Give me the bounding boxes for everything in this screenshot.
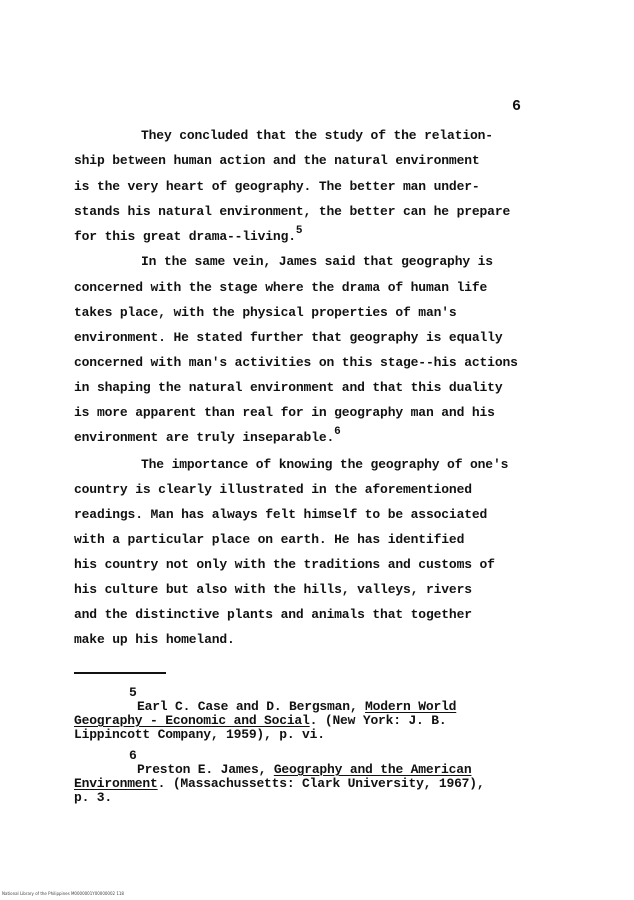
footnote-title: Modern World (365, 699, 457, 714)
body-line: is the very heart of geography. The better man under- (74, 179, 480, 194)
body-line: stands his natural environment, the better can he prepare (74, 204, 511, 219)
scan-label: National Library of the Philippines M0000001Y00000002 118 (2, 891, 124, 896)
footnote-line (74, 713, 446, 728)
footnote-text: Preston E. James, (137, 762, 274, 777)
body-line: takes place, with the physical properties of man's (74, 305, 457, 320)
footnote-line: Lippincott Company, 1959), p. vi. (74, 727, 325, 742)
footnote-ref: 5 (295, 225, 303, 237)
footnote-title: Geography and the American (273, 762, 472, 777)
body-line-with-ref (74, 225, 303, 244)
body-line: readings. Man has always felt himself to be associated (74, 507, 488, 522)
body-line: his culture but also with the hills, valleys, rivers (74, 582, 472, 597)
body-text: for this great drama--living. (74, 229, 296, 244)
body-line: is more apparent than real for in geography man and his (74, 405, 495, 420)
footnote-ref: 6 (334, 426, 341, 438)
page-number: 6 (512, 98, 522, 115)
body-line: in shaping the natural environment and that this duality (74, 380, 503, 395)
body-text: environment are truly inseparable. (74, 430, 335, 445)
body-line: and the distinctive plants and animals that together (74, 607, 472, 622)
body-line: with a particular place on earth. He has identified (74, 532, 465, 547)
footnote-number: 5 (129, 685, 137, 700)
footnote-text: . (Massachussetts: Clark University, 1967), (157, 776, 485, 791)
footnote-title: Environment (74, 776, 158, 791)
body-line: They concluded that the study of the relation- (141, 128, 493, 143)
body-line: country is clearly illustrated in the aforementioned (74, 482, 472, 497)
footnote-line (74, 776, 484, 791)
footnote-number: 6 (129, 748, 137, 763)
body-line: concerned with man's activities on this stage--his actions (74, 355, 518, 370)
footnote-text: Earl C. Case and D. Bergsman, (137, 699, 366, 714)
footnote-title: Geography - Economic and Social (74, 713, 310, 728)
body-line: environment. He stated further that geography is equally (74, 330, 503, 345)
footnote-text: . (New York: J. B. (309, 713, 447, 728)
body-line: make up his homeland. (74, 632, 235, 647)
footnote-line: p. 3. (74, 790, 113, 805)
body-line: concerned with the stage where the drama of human life (74, 280, 488, 295)
body-line: ship between human action and the natural environment (74, 153, 480, 168)
body-line-with-ref (74, 426, 341, 445)
body-line: The importance of knowing the geography of one's (141, 457, 509, 472)
footnote-line (137, 762, 471, 777)
footnote-divider (74, 672, 166, 674)
body-line: In the same vein, James said that geography is (141, 254, 493, 269)
body-line: his country not only with the traditions and customs of (74, 557, 495, 572)
footnote-line (137, 699, 456, 714)
